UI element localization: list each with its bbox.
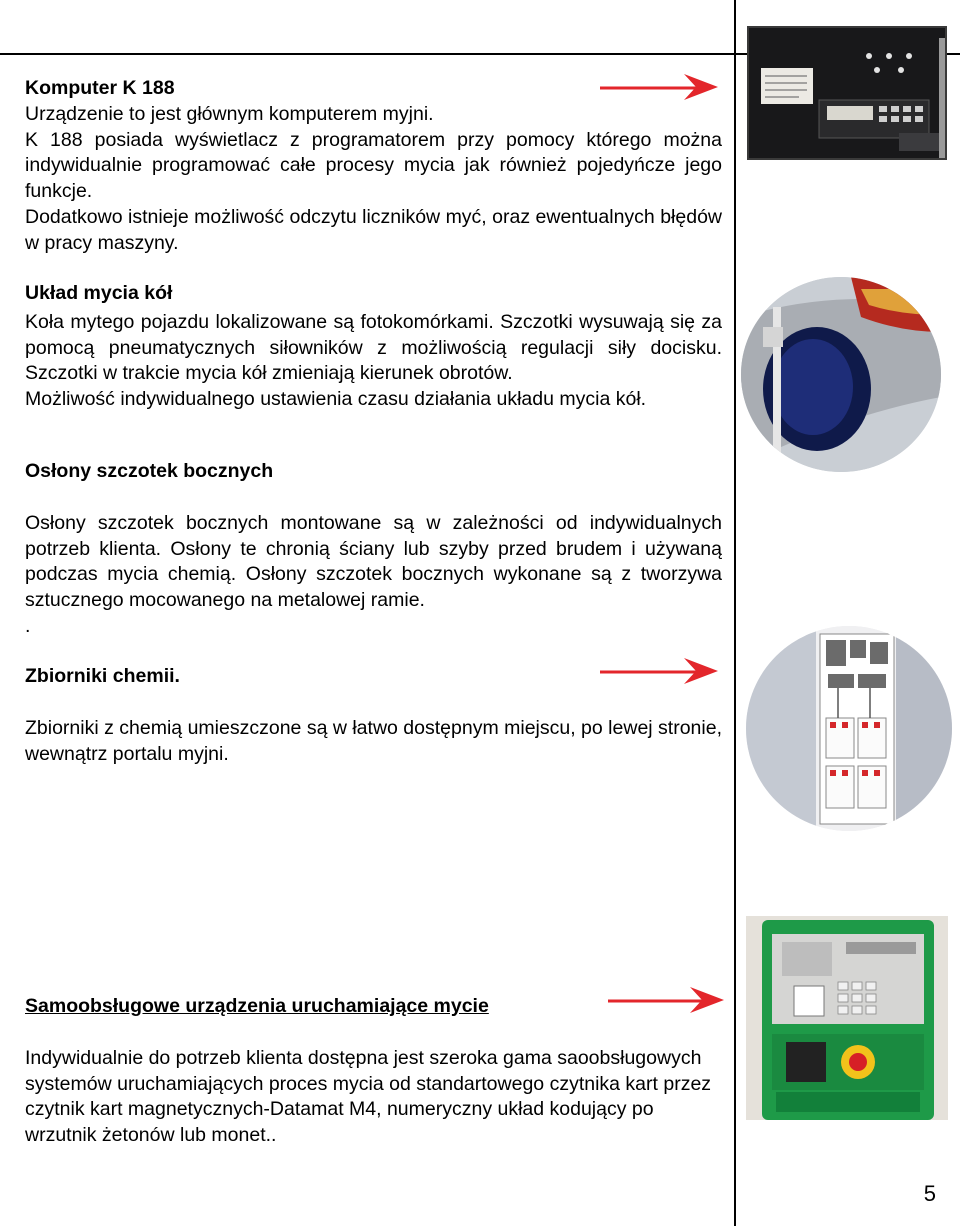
paragraph: Osłony szczotek bocznych montowane są w zależności od indywidualnych potrzeb klienta. Osłony te chronią ściany lub szyby przed brudem i używaną podczas mycia chemią. Osłony szczotek bocznych wykonane są z tworzywa sztucznego mocowanego na metalowej ramie. xyxy=(25,511,722,612)
wheel-wash-photo xyxy=(741,277,941,472)
paragraph: Koła mytego pojazdu lokalizowane są fotokomórkami. Szczotki wysuwają się za pomocą pneumatycznych siłowników z możliwością regulacji siły docisku. Szczotki w trakcie mycia kół zmieniają kierunek obrotów. xyxy=(25,310,722,385)
paragraph: Urządzenie to jest głównym komputerem myjni. xyxy=(25,102,434,125)
chemical-tanks-photo xyxy=(746,626,952,831)
section-selfservice xyxy=(25,994,722,1149)
section-heading: Komputer K 188 xyxy=(25,77,175,99)
paragraph: Zbiorniki z chemią umieszczone są w łatwo dostępnym miejscu, po lewej stronie, wewnątrz portalu myjni. xyxy=(25,716,722,765)
paragraph: K 188 posiada wyświetlacz z programatorem przy pomocy którego można indywidualnie programować całe procesy mycia jak również pojedyńcze jego funkcje. xyxy=(25,128,722,203)
paragraph: Indywidualnie do potrzeb klienta dostępna jest szeroka gama saoobsługowych systemów uruchamiających proces mycia od standartowego czytnika kart przez czytnik kart magnetycznych-Datamat M4, numeryczny układ kodujący po wrzutnik żetonów lub monet.. xyxy=(25,1046,712,1147)
column-divider xyxy=(734,0,736,1226)
paragraph: . xyxy=(25,614,31,637)
section-wheels xyxy=(25,281,722,413)
arrow-right-icon xyxy=(600,655,720,685)
paragraph: Dodatkowo istnieje możliwość odczytu liczników myć, oraz ewentualnych błędów w pracy maszyny. xyxy=(25,205,722,254)
page-number: 5 xyxy=(923,1181,936,1206)
paragraph: Możliwość indywidualnego ustawienia czasu działania układu mycia kół. xyxy=(25,388,647,411)
section-covers xyxy=(25,459,722,640)
section-heading: Samoobsługowe urządzenia uruchamiające mycie xyxy=(25,995,489,1017)
section-heading: Układ mycia kół xyxy=(25,282,173,304)
section-computer xyxy=(25,76,722,257)
computer-k188-photo xyxy=(747,26,947,160)
arrow-right-icon xyxy=(600,71,720,101)
section-heading: Osłony szczotek bocznych xyxy=(25,460,274,482)
section-heading: Zbiorniki chemii. xyxy=(25,665,180,687)
self-service-terminal-photo xyxy=(746,916,948,1120)
arrow-right-icon xyxy=(608,985,726,1015)
